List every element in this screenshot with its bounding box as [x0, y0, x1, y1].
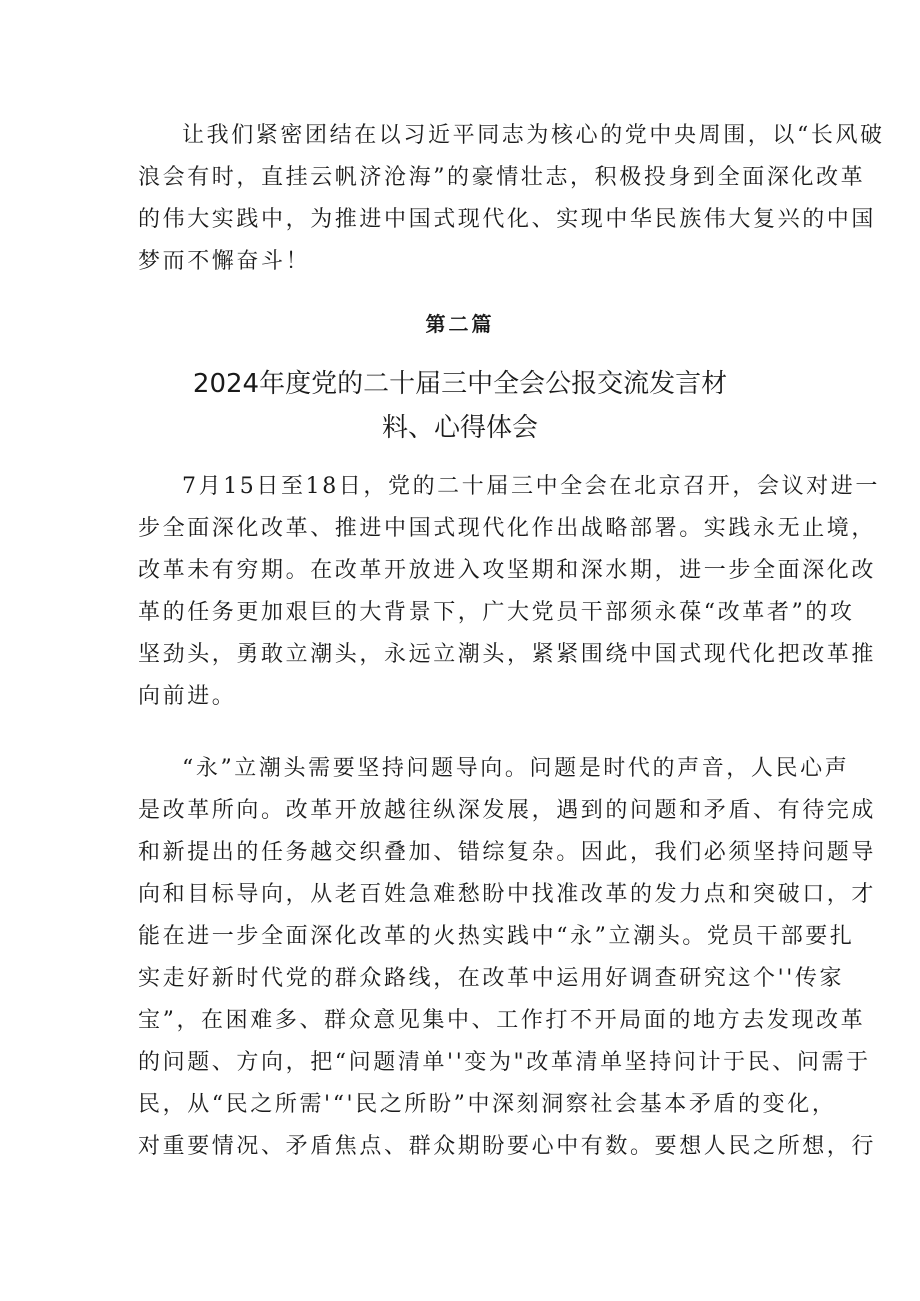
title-line: 料、心得体会: [381, 413, 538, 443]
text-line: 步全面深化改革、推进中国式现代化作出战略部署。实践永无止境，: [138, 516, 877, 541]
intro-paragraph: [138, 115, 885, 283]
text-line: 向前进。: [138, 684, 237, 709]
text-line: 向和目标导向，从老百姓急难愁盼中找准改革的发力点和突破口，才: [138, 882, 877, 907]
text-line: 浪会有时，直挂云帆济沧海”的豪情壮志，积极投身到全面深化改革: [138, 165, 866, 190]
text-line: 改革未有穷期。在改革开放进入攻坚期和深水期，进一步全面深化改: [138, 558, 877, 583]
text-line: 7月15日至18日，党的二十届三中全会在北京召开，会议对进一: [182, 474, 880, 499]
section-label: 第二篇: [425, 312, 495, 336]
title-line: 2024年度党的二十届三中全会公报交流发言材: [192, 369, 728, 399]
text-line: “永”立潮头需要坚持问题导向。问题是时代的声音，人民心声: [182, 756, 850, 781]
text-line: 的伟大实践中，为推进中国式现代化、实现中华民族伟大复兴的中国: [138, 207, 877, 232]
text-line: 梦而不懈奋斗！: [138, 249, 311, 274]
text-line: 宝”，在困难多、群众意见集中、工作打不开局面的地方去发现改革: [138, 1008, 866, 1033]
text-line: 的问题、方向，把“问题清单''变为"改革清单坚持问计于民、问需于: [138, 1050, 871, 1075]
text-line: 坚劲头，勇敢立潮头，永远立潮头，紧紧围绕中国式现代化把改革推: [138, 642, 877, 667]
text-line: 对重要情况、矛盾焦点、群众期盼要心中有数。要想人民之所想，行: [138, 1134, 877, 1159]
text-line: 革的任务更加艰巨的大背景下，广大党员干部须永葆“改革者”的攻: [138, 600, 855, 625]
text-line: 让我们紧密团结在以习近平同志为核心的党中央周围，以“长风破: [182, 123, 885, 148]
text-line: 实走好新时代党的群众路线，在改革中运用好调查研究这个''传家: [138, 966, 845, 991]
text-line: 能在进一步全面深化改革的火热实践中“永”立潮头。党员干部要扎: [138, 924, 855, 949]
text-line: 和新提出的任务越交织叠加、错综复杂。因此，我们必须坚持问题导: [138, 840, 877, 865]
text-line: 民，从“民之所需'“'民之所盼”中深刻洞察社会基本矛盾的变化，: [138, 1092, 837, 1117]
paragraph-2: [138, 466, 880, 718]
text-line: 是改革所向。改革开放越往纵深发展，遇到的问题和矛盾、有待完成: [138, 798, 877, 823]
paragraph-3: [138, 748, 877, 1168]
document-title: [150, 362, 770, 450]
